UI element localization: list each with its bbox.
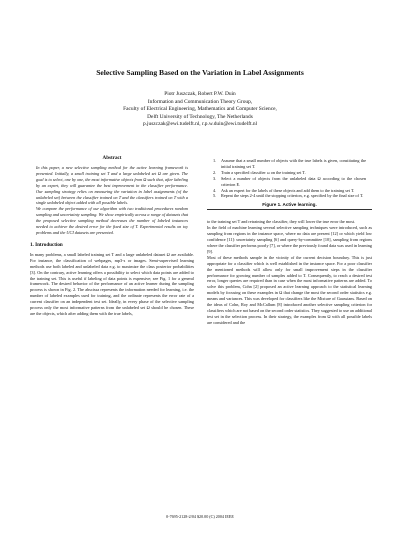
step-text: Train a specified classifier ω on the training set T. — [221, 169, 306, 175]
affiliation-group: Information and Communication Theory Group, — [147, 98, 253, 105]
left-column — [30, 155, 194, 317]
step-number: 1. — [213, 158, 217, 163]
step-text: Assume that a small number of objects with the true labels is given, constituting the initial training set T. — [221, 158, 366, 169]
step-number: 2. — [213, 169, 217, 175]
step-text: Ask an expert for the labels of these objects and add them to the training set T. — [221, 187, 355, 193]
algorithm-step — [213, 176, 366, 188]
right-column — [207, 158, 372, 326]
body-paragraph: to the training set T and retraining the classifier, they will lower the true error the most. — [207, 219, 356, 225]
affiliation-faculty: Faculty of Electrical Engineering, Mathematics and Computer Science, — [123, 106, 277, 113]
figure-divider — [207, 209, 372, 210]
body-paragraph: In many problems, a small labeled training set T and a large unlabeled dataset Ω are available. For instance, the classification of webpages, mp3-s or images. Semi-supervised learning methods use both labeled and unlabeled data e.g. to maximize the class posterior probabilities [3]. On the contrary, active learning offers a possibility to select which data points are added to the training set. This is useful if labeling of data points is expensive; see Fig. 1 for a general framework. The desired behavior of the performance of an active learner during the sampling process is shown in Fig. 2. The abscissa represents the information needed for learning, i.e. the number of labeled examples used for training, and the ordinate represents the error rate of a current classifier on an independent test set. Ideally, in every phase of the selective sampling process only the most informative patterns from the unlabeled set Ω should be chosen. These are the objects, which after adding them with the true labels, — [30, 251, 194, 316]
algorithm-step — [213, 193, 366, 199]
abstract-heading: Abstract — [102, 155, 122, 161]
step-number: 5. — [213, 193, 217, 199]
paper-title: Selective Sampling Based on the Variation in Label Assignments — [96, 68, 304, 77]
step-number: 3. — [213, 175, 217, 181]
abstract-paragraph: In this paper, a new selective sampling method for the active learning framework is presented. Initially, a small training set T and a large unlabeled set Ω are given. The goal is to select, one by one, the most informative objects from Ω such that, after labeling by an expert, they will guarantee the best improvement in the classifier performance. Our sampling strategy relies on measuring the variation in label assignments (of the unlabeled set) between the classifier trained on T and the classifiers trained on T with a single unlabeled object added with all possible labels. — [36, 165, 188, 206]
figure-caption: Figure 1. Active learning. — [262, 202, 317, 208]
step-number: 4. — [213, 187, 217, 193]
affiliation-university: Delft University of Technology, The Netherlands — [147, 113, 253, 120]
body-paragraph: Most of these methods sample in the vicinity of the current decision boundary. This is just appropriate for a classifier which is well established in the instance space. For a poor classifier the mentioned methods will allow only for small improvement steps in the classifier performance for growing number of samples added to T. Consequently, to reach a desired test error, longer queries are required than in case when the most informative patterns are added. To solve this problem, Cohn [2] proposed an active learning approach to the statistical learning models by focusing on these examples in Ω that change the most the second order statistics e.g. means and variances. This was developed for classifiers like the Mixture of Gaussians. Based on the ideas of Cohn, Roy and McCallum [8] introduced another selective sampling criterion for classifiers which are not based on the second order statistics. They suggested to use an additional test set in the selection process. In their strategy, the examples from Ω with all possible labels are considered and the — [207, 254, 372, 325]
algorithm-steps-list — [207, 158, 372, 199]
body-paragraph: In the field of machine learning several selective sampling techniques were introduced, such as sampling from regions in the instance space, where no data are present [12] or which yield low confidence [11]: uncertainty sampling [6] and query-by-committee [10], sampling from regions where the classifier performs poorly [7], or where the previously found data was used in learning [9]. — [207, 225, 372, 254]
abstract-paragraph: We compare the performance of our algorithm with two traditional procedures random sampling and uncertainty sampling. We show empirically across a range of datasets that the proposed selective sampling method decreases the number of labeled instances needed to achieve the desired error for the fixed size of T. Experimental results on toy problems and the UCI datasets are presented. — [36, 206, 188, 235]
step-text: Repeat the steps 2-4 until the stopping criterion, e.g. specified by the final size of T. — [221, 193, 364, 199]
author-emails: p.juszczak@ewi.tudelft.nl, r.p.w.duin@ewi.tudelft.nl — [142, 121, 258, 128]
section-heading-introduction: 1. Introduction — [30, 241, 63, 248]
page-footer: 0-7695-2128-2/04 $20.00 (C) 2004 IEEE — [166, 514, 234, 519]
step-text: Select a number of objects from the unlabeled data Ω according to the chosen criterion E. — [221, 175, 366, 187]
author-names: Piotr Juszczak, Robert P.W. Duin — [164, 91, 236, 97]
algorithm-step — [213, 158, 366, 170]
author-block — [40, 91, 360, 129]
